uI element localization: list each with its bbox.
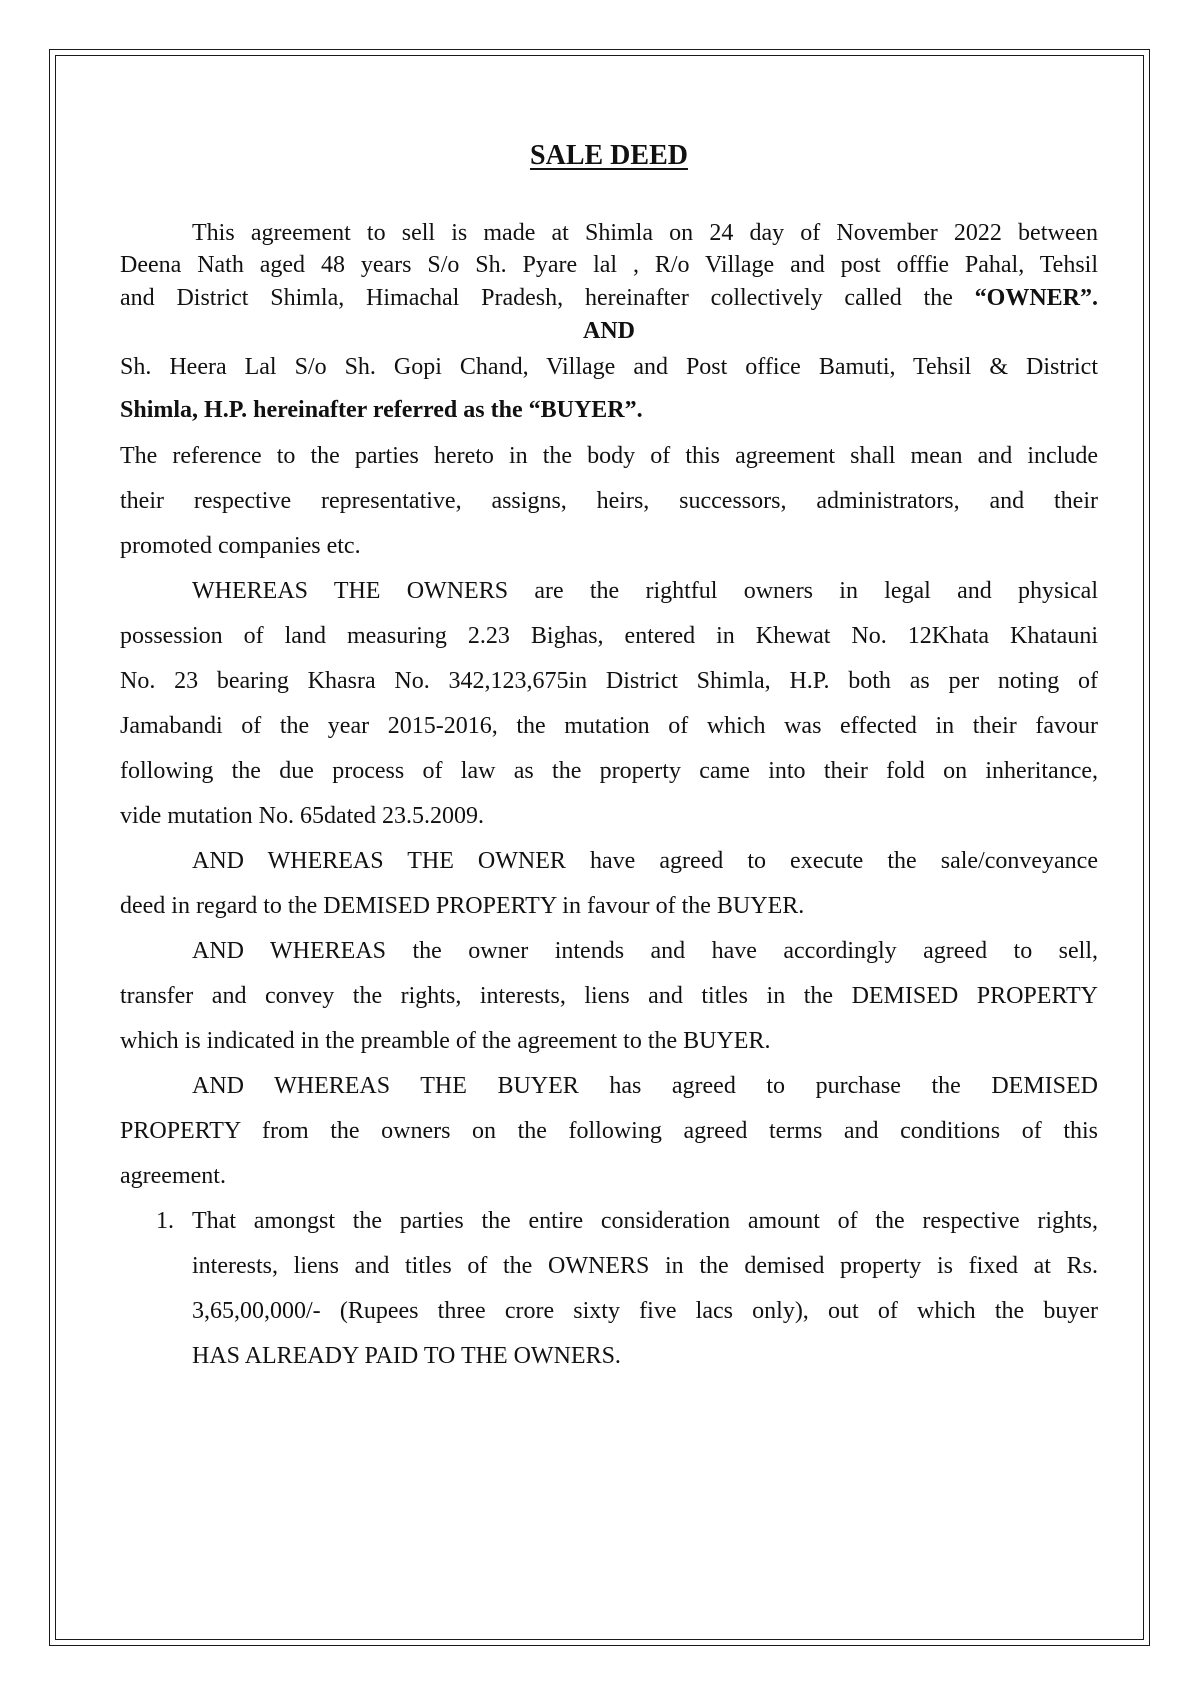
reference-line-3: promoted companies etc. <box>120 533 361 559</box>
intro-line-3-text: and District Shimla, Himachal Pradesh, hereinafter collectively called the <box>120 285 975 311</box>
owner-label: “OWNER”. <box>974 285 1098 311</box>
clause-1-number: 1. <box>156 1208 174 1234</box>
whereas3-line-2: transfer and convey the rights, interests, liens and titles in the DEMISED PROPERTY <box>120 983 1098 1009</box>
clause-1-line-2: interests, liens and titles of the OWNERS in the demised property is fixed at Rs. <box>192 1253 1098 1279</box>
and-separator: AND <box>583 318 635 344</box>
document-title: SALE DEED <box>530 140 688 171</box>
whereas2-line-1: AND WHEREAS THE OWNER have agreed to execute the sale/conveyance <box>192 848 1098 874</box>
intro-line-2: Deena Nath aged 48 years S/o Sh. Pyare lal , R/o Village and post offfie Pahal, Tehsil <box>120 252 1098 278</box>
whereas1-line-4: Jamabandi of the year 2015-2016, the mutation of which was effected in their favour <box>120 713 1098 739</box>
whereas4-line-2: PROPERTY from the owners on the following agreed terms and conditions of this <box>120 1118 1098 1144</box>
clause-1-line-3: 3,65,00,000/- (Rupees three crore sixty five lacs only), out of which the buyer <box>192 1298 1098 1324</box>
whereas4-line-1: AND WHEREAS THE BUYER has agreed to purchase the DEMISED <box>192 1073 1098 1099</box>
whereas4-line-3: agreement. <box>120 1163 226 1189</box>
whereas1-line-5: following the due process of law as the property came into their fold on inheritance, <box>120 758 1098 784</box>
whereas1-line-1: WHEREAS THE OWNERS are the rightful owners in legal and physical <box>192 578 1098 604</box>
clause-1-line-1: That amongst the parties the entire consideration amount of the respective rights, <box>192 1208 1098 1234</box>
whereas3-line-1: AND WHEREAS the owner intends and have accordingly agreed to sell, <box>192 938 1098 964</box>
reference-line-1: The reference to the parties hereto in the body of this agreement shall mean and include <box>120 443 1098 469</box>
whereas3-line-3: which is indicated in the preamble of the agreement to the BUYER. <box>120 1028 771 1054</box>
buyer-line-1: Sh. Heera Lal S/o Sh. Gopi Chand, Village and Post office Bamuti, Tehsil & District <box>120 354 1098 380</box>
reference-line-2: their respective representative, assigns, heirs, successors, administrators, and their <box>120 488 1098 514</box>
buyer-line-2: Shimla, H.P. hereinafter referred as the “BUYER”. <box>120 397 643 423</box>
whereas1-line-6: vide mutation No. 65dated 23.5.2009. <box>120 803 484 829</box>
clause-1-line-4: HAS ALREADY PAID TO THE OWNERS. <box>192 1343 621 1369</box>
intro-line-3 <box>120 283 1098 313</box>
whereas1-line-3: No. 23 bearing Khasra No. 342,123,675in District Shimla, H.P. both as per noting of <box>120 668 1098 694</box>
whereas1-line-2: possession of land measuring 2.23 Bighas, entered in Khewat No. 12Khata Khatauni <box>120 623 1098 649</box>
whereas2-line-2: deed in regard to the DEMISED PROPERTY in favour of the BUYER. <box>120 893 805 919</box>
intro-line-1: This agreement to sell is made at Shimla on 24 day of November 2022 between <box>192 220 1098 246</box>
